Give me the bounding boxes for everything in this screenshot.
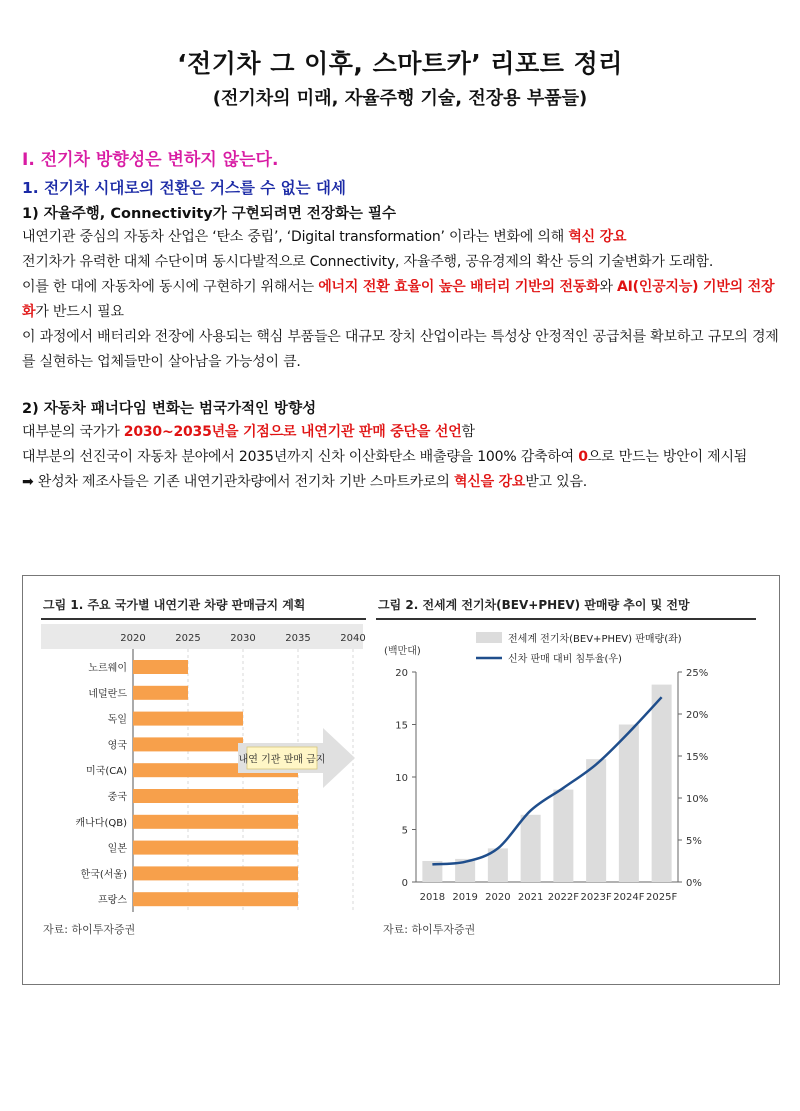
axis-tick-label: 2020 [120, 633, 146, 644]
category-label: 영국 [107, 740, 127, 752]
axis-tick-label: 2030 [230, 633, 256, 644]
item1-paragraph-1: 내연기관 중심의 자동차 산업은 ‘탄소 중립’, ‘Digital transformation’ 이라는 변화에 의해 혁신 강요 [22, 229, 627, 245]
item1-paragraph-4: 이 과정에서 배터리와 전장에 사용되는 핵심 부품들은 대규모 장치 산업이라는 특성상 안정적인 공급처를 확보하고 규모의 경제를 실현하는 업체들만이 살아남을 가능성이 큼. [22, 329, 779, 370]
bar-7 [133, 815, 298, 829]
left-tick-label: 5 [401, 825, 408, 837]
right-tick-label: 25% [686, 668, 709, 679]
document-title: ‘전기차 그 이후, 스마트카’ 리포트 정리 [177, 49, 623, 78]
section-heading: Ⅰ. 전기차 방향성은 변하지 않는다. [22, 150, 279, 170]
x-tick-label: 2021 [517, 892, 544, 903]
item2-paragraph-3: ➡ 완성차 제조사들은 기존 내연기관차량에서 전기차 기반 스마트카로의 혁신을 강요받고 있음. [22, 474, 588, 490]
left-tick-label: 0 [401, 878, 408, 889]
right-tick-label: 0% [686, 878, 702, 889]
bar-2 [133, 686, 188, 700]
category-label: 독일 [107, 714, 127, 726]
item1-heading: 1) 자율주행, Connectivity가 구현되려면 전장화는 필수 [22, 206, 396, 222]
right-tick-label: 5% [686, 836, 702, 847]
x-tick-label: 2020 [485, 892, 511, 903]
figure1-title-rule [41, 618, 366, 620]
sales-bar-2025F [652, 685, 672, 882]
figure2-source: 자료: 하이투자증권 [383, 923, 476, 936]
left-tick-label: 15 [395, 720, 408, 732]
arrow-label: 내연 기관 판매 금지 [238, 754, 326, 766]
bar-9 [133, 866, 298, 880]
arrow-shape [238, 728, 355, 788]
document-body [22, 145, 784, 495]
axis-tick-label: 2035 [285, 633, 311, 644]
axis-tick-label: 2040 [340, 633, 366, 644]
category-label: 프랑스 [98, 895, 127, 907]
right-tick-label: 20% [686, 710, 709, 721]
left-tick-label: 10 [395, 773, 408, 784]
x-tick-label: 2019 [452, 892, 478, 903]
right-tick-label: 15% [686, 752, 709, 763]
figure1-chart [33, 624, 373, 924]
axis-band [41, 624, 366, 649]
subsection-heading: 1. 전기차 시대로의 전환은 거스를 수 없는 대세 [22, 179, 346, 197]
sales-bar-2023F [586, 759, 606, 882]
category-label: 네덜란드 [88, 688, 127, 700]
figure2-chart [378, 624, 758, 924]
item2-paragraph-2: 대부분의 선진국이 자동차 분야에서 2035년까지 신차 이산화탄소 배출량을 100% 감축하여 0으로 만드는 방안이 제시됨 [22, 449, 748, 465]
bar-4 [133, 737, 243, 751]
x-tick-label: 2024F [613, 892, 645, 903]
bar-3 [133, 712, 243, 726]
category-label: 미국(CA) [86, 766, 127, 778]
x-tick-label: 2022F [547, 892, 579, 903]
item2-paragraph-1: 대부분의 국가가 2030~2035년을 기점으로 내연기관 판매 중단을 선언함 [22, 424, 475, 440]
category-label: 중국 [107, 792, 127, 803]
item1-paragraph-2: 전기차가 유력한 대체 수단이며 동시다발적으로 Connectivity, 자율주행, 공유경제의 확산 등의 기술변화가 도래함. [22, 254, 714, 270]
bar-6 [133, 789, 298, 803]
category-label: 캐나다(QB) [75, 817, 127, 829]
legend-bar-label: 전세계 전기차(BEV+PHEV) 판매량(좌) [508, 634, 682, 645]
x-tick-label: 2018 [419, 892, 446, 903]
item2-heading: 2) 자동차 패너다임 변화는 범국가적인 방향성 [22, 401, 317, 417]
x-tick-label: 2025F [646, 892, 678, 903]
figure-panel [22, 575, 780, 985]
sales-bar-2024F [619, 725, 639, 883]
bar-1 [133, 660, 188, 674]
legend-line-label: 신차 판매 대비 침투율(우) [508, 654, 622, 665]
bar-10 [133, 892, 298, 906]
category-label: 한국(서울) [80, 869, 127, 881]
figure1-title: 그림 1. 주요 국가별 내연기관 차량 판매금지 계획 [43, 598, 306, 612]
left-tick-label: 20 [395, 668, 408, 679]
figure1-source: 자료: 하이투자증권 [43, 923, 136, 936]
item1-paragraph-3: 이를 한 대에 자동차에 동시에 구현하기 위해서는 에너지 전환 효율이 높은 배터리 기반의 전동화와 AI(인공지능) 기반의 전장화가 반드시 필요 [22, 279, 775, 320]
right-tick-label: 10% [686, 794, 709, 805]
sales-bar-2021 [521, 815, 541, 882]
sales-bar-2022F [553, 790, 573, 882]
figure2-title-rule [376, 618, 756, 620]
axis-tick-label: 2025 [175, 633, 201, 644]
category-label: 일본 [107, 843, 127, 855]
x-tick-label: 2023F [580, 892, 612, 903]
bar-8 [133, 841, 298, 855]
document-subtitle: (전기차의 미래, 자율주행 기술, 전장용 부품들) [212, 88, 588, 109]
category-label: 노르웨이 [88, 663, 127, 674]
legend-bar-swatch [476, 632, 502, 643]
left-axis-unit: (백만대) [384, 646, 421, 657]
figure2-title: 그림 2. 전세계 전기차(BEV+PHEV) 판매량 추이 및 전망 [378, 598, 690, 612]
